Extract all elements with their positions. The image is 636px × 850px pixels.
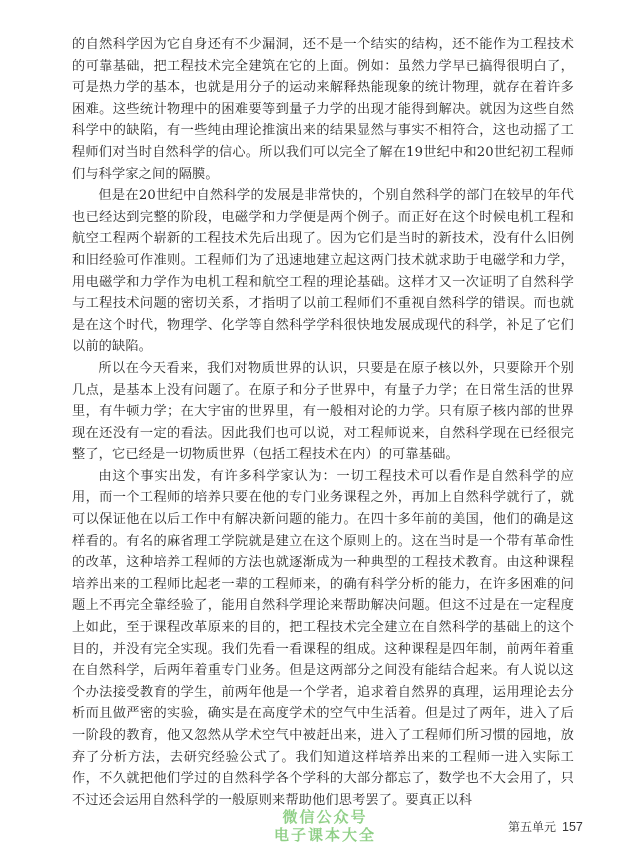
paragraph-2: 但是在20世纪中自然科学的发展是非常快的，个别自然科学的部门在较早的年代也已经达到完整的阶段，电磁学和力学便是两个例子。而正好在这个时候电机工程和航空工程两个崭新的工程技术先后出现了。因为它们是当时的新技术，没有什么旧例和旧经验可作准则。工程师们为了迅速地建立起这两门技术就求助于电磁学和力学，用电磁学和力学作为电机工程和航空工程的理论基础。这样才又一次证明了自然科学与工程技术问题的密切关系，才指明了以前工程师们不重视自然科学的错误。而也就是在这个时代，物理学、化学等自然科学学科很快地发展成现代的科学，补足了它们以前的缺陷。 — [72, 188, 574, 355]
page-number: 157 — [562, 820, 583, 834]
unit-label: 第五单元 — [508, 820, 557, 834]
watermark — [240, 808, 410, 844]
paragraph-1: 的自然科学因为它自身还有不少漏洞，还不是一个结实的结构，还不能作为工程技术的可靠基础，把工程技术完全建筑在它的上面。例如：虽然力学早已搞得很明白了，可是热力学的基本，也就是用分子的运动来解释热能现象的统计物理，就存在着许多困难。这些统计物理中的困难要等到量子力学的出现才能得到解决。就因为这些自然科学中的缺陷，有一些纯由理论推演出来的结果显然与事实不相符合，这也动摇了工程师们对当时自然科学的信心。所以我们可以完全了解在19世纪中和20世纪初工程师们与科学家之间的隔膜。 — [72, 37, 574, 182]
watermark-line-1: 微信公众号 — [282, 808, 368, 826]
paragraph-4: 由这个事实出发，有许多科学家认为：一切工程技术可以看作是自然科学的应用，而一个工程师的培养只要在他的专门业务课程之外，再加上自然科学就行了，就可以保证他在以后工作中有解决新问题的能力。在四十多年前的美国，他们的确是这样看的。有名的麻省理工学院就是建立在这个原则上的。这在当时是一个带有革命性的改革，这种培养工程师的方法也就逐渐成为一种典型的工程技术教育。由这种课程培养出来的工程师比起老一辈的工程师来，的确有科学分析的能力，在许多困难的问题上不再完全靠经验了，能用自然科学理论来帮助解决问题。但这不过是在一定程度上如此，至于课程改革原来的目的，把工程技术完全建立在自然科学的基础上的这个目的，并没有完全实现。我们先看一看课程的组成。这种课程是四年制，前两年着重在自然科学，后两年着重专门业务。但是这两部分之间没有能结合起来。有人说以这个办法接受教育的学生，前两年他是一个学者，追求着自然界的真理，运用理论去分析而且做严密的实验，确实是在高度学术的空气中生活着。但是过了两年，进入了后一阶段的教育，他又忽然从学术空气中被赶出来，进入了工程师们所习惯的园地，放弃了分析方法，去研究经验公式了。我们知道这样培养出来的工程师一进入实际工作，不久就把他们学过的自然科学各个学科的大部分都忘了，数学也不大会用了，只不过还会运用自然科学的一般原则来帮助他们思考罢了。要真正以科 — [72, 468, 574, 808]
page-body — [72, 34, 574, 811]
page-footer — [508, 818, 583, 835]
watermark-line-2: 电子课本大全 — [273, 826, 376, 844]
paragraph-3: 所以在今天看来，我们对物质世界的认识，只要是在原子核以外，只要除开个别几点，是基本上没有问题了。在原子和分子世界中，有量子力学；在日常生活的世界里，有牛顿力学；在大宇宙的世界里，有一般相对论的力学。只有原子核内部的世界现在还没有一定的看法。因此我们也可以说，对工程师说来，自然科学现在已经很完整了，它已经是一切物质世界（包括工程技术在内）的可靠基础。 — [72, 360, 574, 463]
